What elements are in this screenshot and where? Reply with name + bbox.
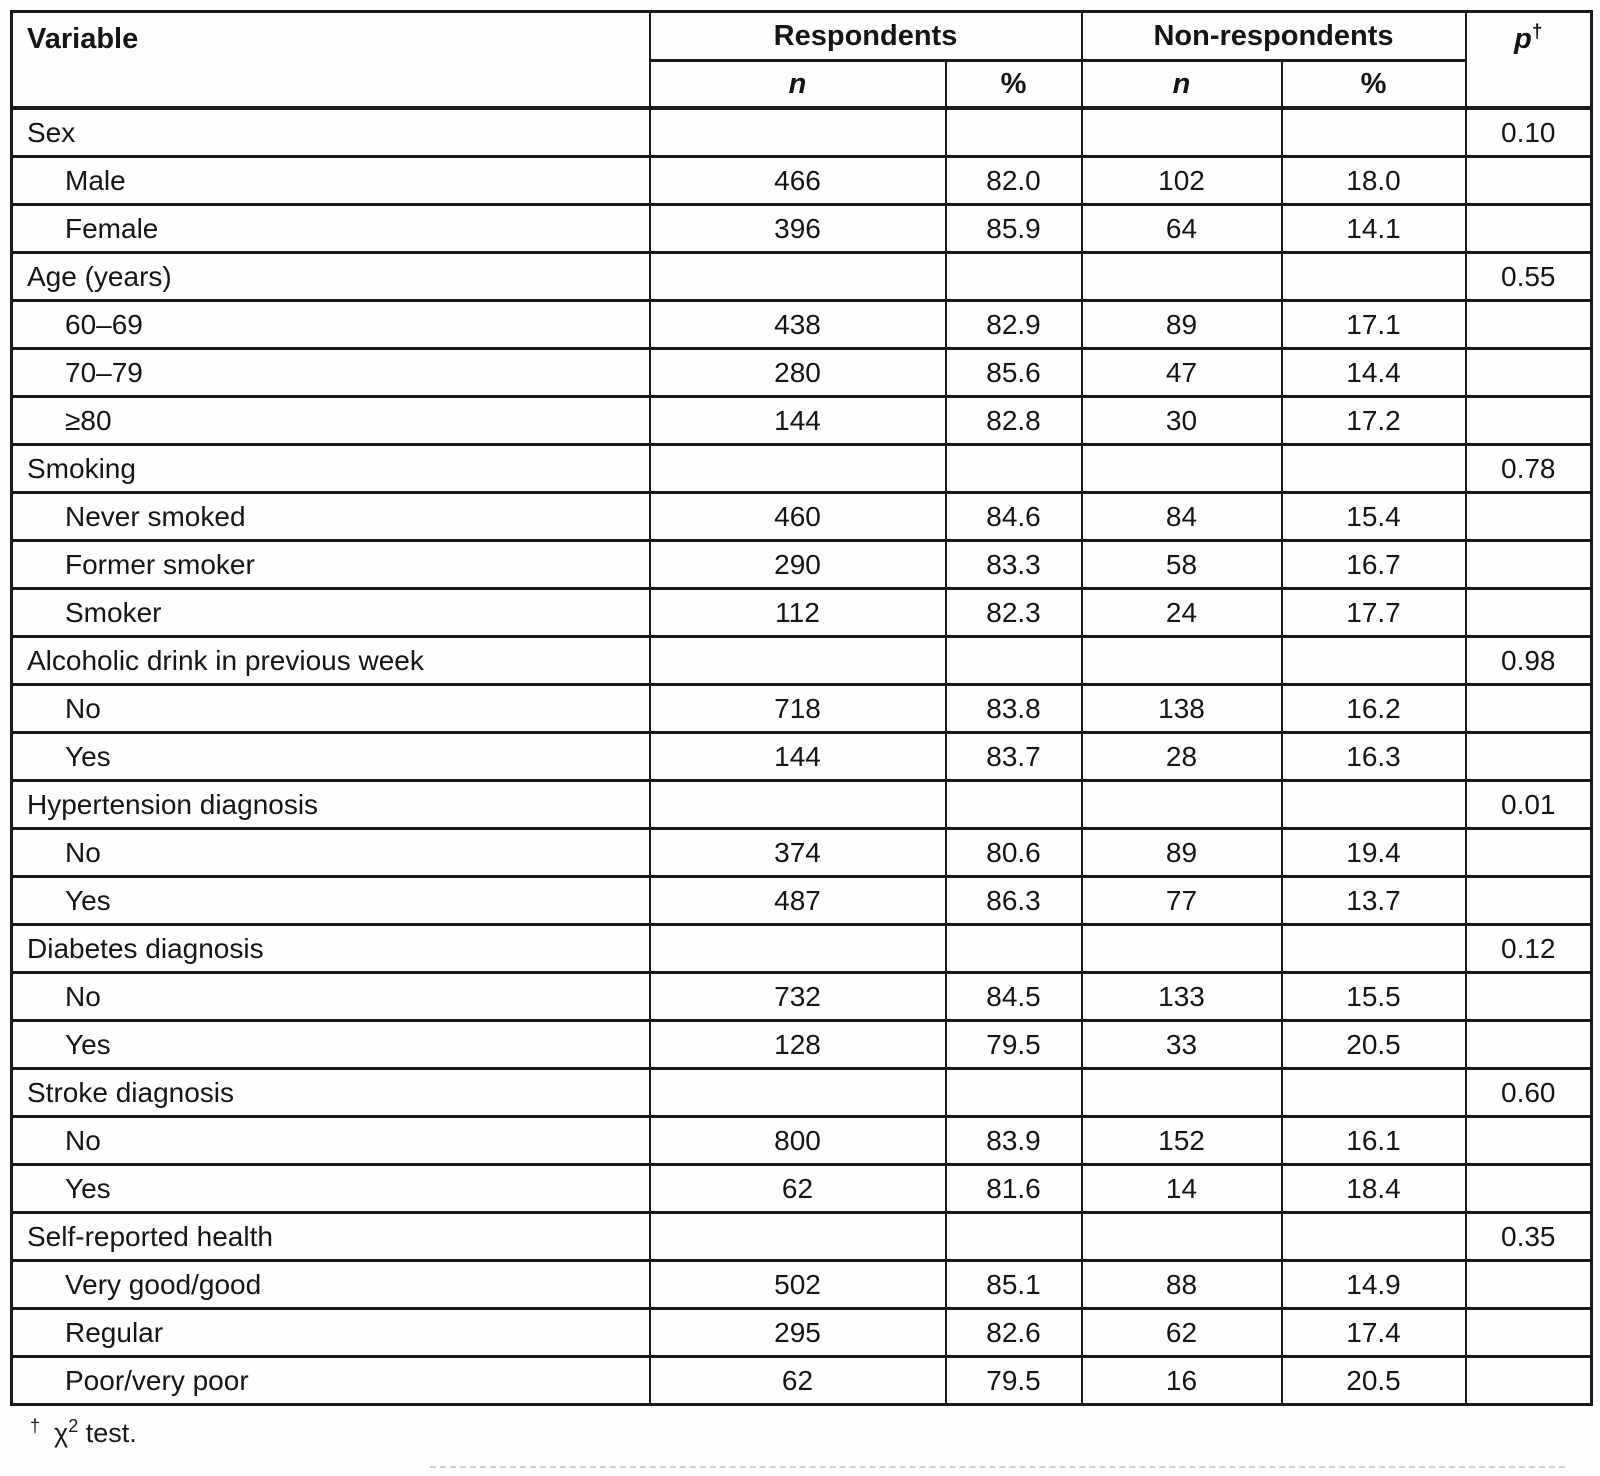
category-row bbox=[12, 493, 1592, 541]
nonrespondents-pct-cell bbox=[1282, 637, 1466, 685]
group-row bbox=[12, 637, 1592, 685]
scan-artifact-line bbox=[430, 1466, 1565, 1468]
respondents-n-cell: 800 bbox=[650, 1117, 946, 1165]
respondents-pct-cell bbox=[946, 781, 1082, 829]
p-value-cell bbox=[1466, 1117, 1592, 1165]
respondents-pct-cell: 83.9 bbox=[946, 1117, 1082, 1165]
nonrespondents-pct-cell: 14.9 bbox=[1282, 1261, 1466, 1309]
respondents-n-cell bbox=[650, 781, 946, 829]
nonrespondents-n-cell bbox=[1082, 925, 1282, 973]
respondents-n-cell: 280 bbox=[650, 349, 946, 397]
respondents-n-cell: 718 bbox=[650, 685, 946, 733]
respondents-pct-cell bbox=[946, 445, 1082, 493]
row-label-cell: ≥80 bbox=[12, 397, 650, 445]
respondents-pct-cell bbox=[946, 637, 1082, 685]
row-label-cell: Diabetes diagnosis bbox=[12, 925, 650, 973]
respondents-n-cell: 396 bbox=[650, 205, 946, 253]
group-row bbox=[12, 253, 1592, 301]
p-value-cell bbox=[1466, 733, 1592, 781]
nonrespondents-n-cell bbox=[1082, 445, 1282, 493]
respondents-n-cell: 466 bbox=[650, 157, 946, 205]
p-value-cell: 0.55 bbox=[1466, 253, 1592, 301]
column-group-non-respondents: Non-respondents bbox=[1082, 12, 1466, 61]
column-header-nonrespondents-n bbox=[1082, 61, 1282, 109]
nonrespondents-n-cell: 152 bbox=[1082, 1117, 1282, 1165]
row-label-cell: No bbox=[12, 685, 650, 733]
nonrespondents-n-cell bbox=[1082, 781, 1282, 829]
respondents-n-cell bbox=[650, 108, 946, 157]
group-row bbox=[12, 445, 1592, 493]
p-value-cell bbox=[1466, 301, 1592, 349]
column-group-respondents: Respondents bbox=[650, 12, 1082, 61]
p-value-cell: 0.10 bbox=[1466, 108, 1592, 157]
category-row bbox=[12, 157, 1592, 205]
nonrespondents-n-cell: 89 bbox=[1082, 301, 1282, 349]
nonrespondents-pct-cell bbox=[1282, 445, 1466, 493]
group-row bbox=[12, 1213, 1592, 1261]
nonrespondents-pct-cell bbox=[1282, 108, 1466, 157]
category-row bbox=[12, 205, 1592, 253]
respondents-pct-cell: 83.8 bbox=[946, 685, 1082, 733]
respondents-comparison-table bbox=[10, 10, 1593, 1406]
p-value-cell: 0.35 bbox=[1466, 1213, 1592, 1261]
respondents-pct-cell: 82.8 bbox=[946, 397, 1082, 445]
respondents-n-cell bbox=[650, 253, 946, 301]
chi-exponent: 2 bbox=[68, 1416, 79, 1436]
nonrespondents-n-cell: 14 bbox=[1082, 1165, 1282, 1213]
p-value-cell bbox=[1466, 1165, 1592, 1213]
category-row bbox=[12, 1261, 1592, 1309]
respondents-n-cell: 290 bbox=[650, 541, 946, 589]
nonrespondents-n-cell: 58 bbox=[1082, 541, 1282, 589]
nonrespondents-pct-cell bbox=[1282, 253, 1466, 301]
row-label-cell: Smoking bbox=[12, 445, 650, 493]
respondents-pct-cell: 83.7 bbox=[946, 733, 1082, 781]
respondents-pct-cell: 82.6 bbox=[946, 1309, 1082, 1357]
respondents-pct-cell: 86.3 bbox=[946, 877, 1082, 925]
respondents-pct-cell: 80.6 bbox=[946, 829, 1082, 877]
nonrespondents-n-cell: 84 bbox=[1082, 493, 1282, 541]
respondents-pct-cell bbox=[946, 1069, 1082, 1117]
respondents-n-cell: 295 bbox=[650, 1309, 946, 1357]
p-value-cell bbox=[1466, 493, 1592, 541]
nonrespondents-n-cell: 88 bbox=[1082, 1261, 1282, 1309]
nonrespondents-pct-cell bbox=[1282, 1069, 1466, 1117]
nonrespondents-pct-cell: 20.5 bbox=[1282, 1357, 1466, 1405]
table-footnote bbox=[30, 1418, 137, 1449]
nonrespondents-n-cell: 47 bbox=[1082, 349, 1282, 397]
nonrespondents-n-cell: 30 bbox=[1082, 397, 1282, 445]
category-row bbox=[12, 1165, 1592, 1213]
row-label-cell: Former smoker bbox=[12, 541, 650, 589]
group-row bbox=[12, 108, 1592, 157]
respondents-n-cell: 487 bbox=[650, 877, 946, 925]
nonrespondents-n-cell: 89 bbox=[1082, 829, 1282, 877]
row-label-cell: Sex bbox=[12, 108, 650, 157]
column-header-p-value bbox=[1466, 12, 1592, 109]
nonrespondents-pct-cell: 18.4 bbox=[1282, 1165, 1466, 1213]
p-value-cell bbox=[1466, 157, 1592, 205]
nonrespondents-pct-cell: 17.2 bbox=[1282, 397, 1466, 445]
row-label-cell: Regular bbox=[12, 1309, 650, 1357]
row-label-cell: No bbox=[12, 1117, 650, 1165]
respondents-pct-cell: 84.5 bbox=[946, 973, 1082, 1021]
nonrespondents-pct-cell: 18.0 bbox=[1282, 157, 1466, 205]
row-label-cell: Male bbox=[12, 157, 650, 205]
respondents-n-cell bbox=[650, 445, 946, 493]
nonrespondents-n-cell: 102 bbox=[1082, 157, 1282, 205]
nonrespondents-pct-cell: 17.7 bbox=[1282, 589, 1466, 637]
n-label: n bbox=[1172, 67, 1191, 100]
p-value-cell bbox=[1466, 397, 1592, 445]
row-label-cell: Self-reported health bbox=[12, 1213, 650, 1261]
p-label: p bbox=[1514, 23, 1532, 55]
p-value-cell bbox=[1466, 973, 1592, 1021]
nonrespondents-n-cell bbox=[1082, 637, 1282, 685]
category-row bbox=[12, 397, 1592, 445]
row-label-cell: 60–69 bbox=[12, 301, 650, 349]
respondents-n-cell: 374 bbox=[650, 829, 946, 877]
row-label-cell: Yes bbox=[12, 1165, 650, 1213]
nonrespondents-pct-cell: 19.4 bbox=[1282, 829, 1466, 877]
column-header-respondents-n bbox=[650, 61, 946, 109]
nonrespondents-pct-cell: 17.4 bbox=[1282, 1309, 1466, 1357]
nonrespondents-n-cell: 77 bbox=[1082, 877, 1282, 925]
respondents-n-cell bbox=[650, 637, 946, 685]
respondents-pct-cell: 83.3 bbox=[946, 541, 1082, 589]
nonrespondents-pct-cell: 14.1 bbox=[1282, 205, 1466, 253]
p-value-cell bbox=[1466, 1261, 1592, 1309]
respondents-n-cell bbox=[650, 925, 946, 973]
nonrespondents-pct-cell: 16.1 bbox=[1282, 1117, 1466, 1165]
row-label-cell: Hypertension diagnosis bbox=[12, 781, 650, 829]
footnote-text: test. bbox=[78, 1418, 137, 1448]
n-label: n bbox=[788, 67, 807, 100]
row-label-cell: Age (years) bbox=[12, 253, 650, 301]
respondents-n-cell: 502 bbox=[650, 1261, 946, 1309]
nonrespondents-n-cell: 33 bbox=[1082, 1021, 1282, 1069]
category-row bbox=[12, 973, 1592, 1021]
category-row bbox=[12, 877, 1592, 925]
respondents-n-cell: 62 bbox=[650, 1165, 946, 1213]
nonrespondents-pct-cell: 13.7 bbox=[1282, 877, 1466, 925]
nonrespondents-n-cell bbox=[1082, 1213, 1282, 1261]
row-label-cell: Poor/very poor bbox=[12, 1357, 650, 1405]
respondents-n-cell: 438 bbox=[650, 301, 946, 349]
nonrespondents-pct-cell: 16.3 bbox=[1282, 733, 1466, 781]
category-row bbox=[12, 1117, 1592, 1165]
p-value-cell bbox=[1466, 589, 1592, 637]
p-value-cell: 0.98 bbox=[1466, 637, 1592, 685]
column-header-nonrespondents-pct: % bbox=[1282, 61, 1466, 109]
category-row bbox=[12, 829, 1592, 877]
row-label-cell: Stroke diagnosis bbox=[12, 1069, 650, 1117]
nonrespondents-pct-cell bbox=[1282, 1213, 1466, 1261]
respondents-pct-cell: 81.6 bbox=[946, 1165, 1082, 1213]
respondents-pct-cell: 82.3 bbox=[946, 589, 1082, 637]
category-row bbox=[12, 1021, 1592, 1069]
p-value-cell: 0.78 bbox=[1466, 445, 1592, 493]
nonrespondents-pct-cell: 16.2 bbox=[1282, 685, 1466, 733]
nonrespondents-n-cell: 138 bbox=[1082, 685, 1282, 733]
p-value-cell bbox=[1466, 685, 1592, 733]
row-label-cell: Yes bbox=[12, 733, 650, 781]
respondents-pct-cell: 82.9 bbox=[946, 301, 1082, 349]
group-row bbox=[12, 925, 1592, 973]
respondents-pct-cell: 85.6 bbox=[946, 349, 1082, 397]
p-value-cell: 0.01 bbox=[1466, 781, 1592, 829]
row-label-cell: No bbox=[12, 973, 650, 1021]
category-row bbox=[12, 1309, 1592, 1357]
respondents-pct-cell bbox=[946, 108, 1082, 157]
row-label-cell: Very good/good bbox=[12, 1261, 650, 1309]
chi-symbol: χ bbox=[54, 1418, 69, 1448]
dagger-superscript: † bbox=[1531, 21, 1543, 43]
category-row bbox=[12, 589, 1592, 637]
row-label-cell: Yes bbox=[12, 1021, 650, 1069]
nonrespondents-pct-cell bbox=[1282, 781, 1466, 829]
respondents-pct-cell: 84.6 bbox=[946, 493, 1082, 541]
category-row bbox=[12, 1357, 1592, 1405]
p-value-cell bbox=[1466, 1309, 1592, 1357]
nonrespondents-pct-cell: 20.5 bbox=[1282, 1021, 1466, 1069]
column-header-respondents-pct: % bbox=[946, 61, 1082, 109]
category-row bbox=[12, 349, 1592, 397]
respondents-pct-cell bbox=[946, 253, 1082, 301]
p-value-cell: 0.60 bbox=[1466, 1069, 1592, 1117]
p-value-cell bbox=[1466, 829, 1592, 877]
row-label-cell: Yes bbox=[12, 877, 650, 925]
respondents-pct-cell: 82.0 bbox=[946, 157, 1082, 205]
respondents-pct-cell: 79.5 bbox=[946, 1357, 1082, 1405]
footnote-dagger: † bbox=[30, 1416, 41, 1436]
nonrespondents-n-cell: 62 bbox=[1082, 1309, 1282, 1357]
category-row bbox=[12, 733, 1592, 781]
category-row bbox=[12, 301, 1592, 349]
group-row bbox=[12, 781, 1592, 829]
nonrespondents-pct-cell: 16.7 bbox=[1282, 541, 1466, 589]
p-value-cell bbox=[1466, 205, 1592, 253]
nonrespondents-n-cell: 16 bbox=[1082, 1357, 1282, 1405]
nonrespondents-n-cell bbox=[1082, 253, 1282, 301]
column-header-variable: Variable bbox=[12, 12, 650, 109]
respondents-n-cell: 112 bbox=[650, 589, 946, 637]
nonrespondents-n-cell: 133 bbox=[1082, 973, 1282, 1021]
nonrespondents-n-cell bbox=[1082, 1069, 1282, 1117]
header-row-groups bbox=[12, 12, 1592, 61]
respondents-n-cell: 144 bbox=[650, 733, 946, 781]
respondents-pct-cell bbox=[946, 925, 1082, 973]
category-row bbox=[12, 541, 1592, 589]
respondents-n-cell: 460 bbox=[650, 493, 946, 541]
row-label-cell: No bbox=[12, 829, 650, 877]
row-label-cell: Alcoholic drink in previous week bbox=[12, 637, 650, 685]
table-body bbox=[12, 108, 1592, 1405]
respondents-n-cell bbox=[650, 1213, 946, 1261]
row-label-cell: 70–79 bbox=[12, 349, 650, 397]
table-header bbox=[12, 12, 1592, 109]
row-label-cell: Smoker bbox=[12, 589, 650, 637]
p-value-cell bbox=[1466, 877, 1592, 925]
nonrespondents-pct-cell: 14.4 bbox=[1282, 349, 1466, 397]
nonrespondents-n-cell: 24 bbox=[1082, 589, 1282, 637]
p-value-cell bbox=[1466, 1357, 1592, 1405]
p-value-cell bbox=[1466, 541, 1592, 589]
category-row bbox=[12, 685, 1592, 733]
respondents-pct-cell: 79.5 bbox=[946, 1021, 1082, 1069]
nonrespondents-pct-cell: 17.1 bbox=[1282, 301, 1466, 349]
row-label-cell: Never smoked bbox=[12, 493, 650, 541]
nonrespondents-pct-cell bbox=[1282, 925, 1466, 973]
nonrespondents-n-cell bbox=[1082, 108, 1282, 157]
nonrespondents-pct-cell: 15.4 bbox=[1282, 493, 1466, 541]
respondents-n-cell: 732 bbox=[650, 973, 946, 1021]
p-value-cell bbox=[1466, 349, 1592, 397]
respondents-n-cell: 62 bbox=[650, 1357, 946, 1405]
respondents-n-cell bbox=[650, 1069, 946, 1117]
nonrespondents-n-cell: 64 bbox=[1082, 205, 1282, 253]
respondents-pct-cell: 85.9 bbox=[946, 205, 1082, 253]
row-label-cell: Female bbox=[12, 205, 650, 253]
respondents-pct-cell bbox=[946, 1213, 1082, 1261]
respondents-n-cell: 144 bbox=[650, 397, 946, 445]
respondents-pct-cell: 85.1 bbox=[946, 1261, 1082, 1309]
respondents-n-cell: 128 bbox=[650, 1021, 946, 1069]
group-row bbox=[12, 1069, 1592, 1117]
nonrespondents-n-cell: 28 bbox=[1082, 733, 1282, 781]
p-value-cell bbox=[1466, 1021, 1592, 1069]
nonrespondents-pct-cell: 15.5 bbox=[1282, 973, 1466, 1021]
p-value-cell: 0.12 bbox=[1466, 925, 1592, 973]
